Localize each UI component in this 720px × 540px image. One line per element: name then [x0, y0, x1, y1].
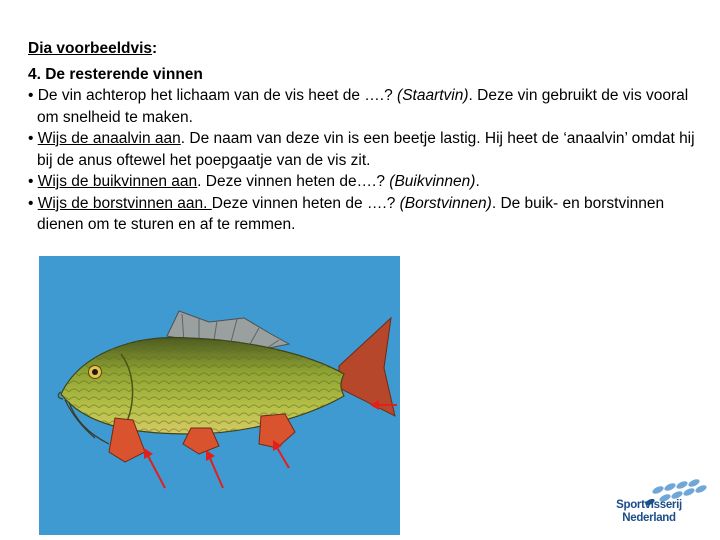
- bullet-marker: •: [28, 194, 38, 212]
- bullet-staartvin: [28, 85, 708, 128]
- bullet-answer: (Borstvinnen): [399, 194, 492, 212]
- slide-text: [28, 38, 708, 236]
- bullet-text: De vin achterop het lichaam van de vis heet de ….?: [37, 87, 398, 104]
- bullet-anaalvin: [28, 128, 708, 171]
- section-heading: 4. De resterende vinnen: [28, 65, 203, 83]
- bullet-borstvinnen: [28, 193, 708, 236]
- slide-title-colon: :: [152, 40, 158, 57]
- arrow-pelvic: [206, 450, 223, 488]
- fish-illustration: [39, 256, 400, 535]
- fish-drawing: [39, 256, 400, 535]
- bullet-after: .: [475, 173, 480, 190]
- link-borstvinnen[interactable]: Wijs de borstvinnen aan.: [37, 194, 212, 212]
- bullet-buikvinnen: [28, 171, 708, 193]
- link-buikvinnen[interactable]: Wijs de buikvinnen aan: [37, 173, 198, 190]
- sportvisserij-logo: [610, 478, 710, 530]
- bullet-marker: •: [28, 87, 38, 104]
- bullet-marker: •: [28, 173, 38, 190]
- link-anaalvin[interactable]: Wijs de anaalvin aan: [37, 130, 181, 147]
- logo-text: [614, 499, 684, 525]
- bullet-answer: (Buikvinnen): [389, 173, 476, 190]
- bullet-text: Deze vinnen heten de ….?: [211, 194, 400, 212]
- tail-fin: [339, 318, 395, 416]
- logo-line1: Sportvisserij: [616, 499, 682, 511]
- bullet-marker: •: [28, 130, 38, 147]
- logo-line2: Nederland: [622, 512, 676, 524]
- slide-title: [28, 38, 708, 60]
- bullet-answer: (Staartvin): [397, 87, 469, 104]
- arrow-pectoral: [144, 448, 165, 488]
- bullet-text: . Deze vinnen heten de….?: [197, 173, 390, 190]
- bullet-after: . De buik- en borstvinnen dienen om te sturen en af te remmen.: [37, 194, 665, 233]
- slide-title-label: Dia voorbeeldvis: [28, 40, 153, 57]
- bullet-after: . De naam van deze vin is een beetje lastig. Hij heet de ‘anaalvin’ omdat hij bij de anus oftewel het poepgaatje van de vis zit.: [37, 130, 695, 169]
- bullet-after: . Deze vin gebruikt de vis vooral om snelheid te maken.: [37, 87, 689, 126]
